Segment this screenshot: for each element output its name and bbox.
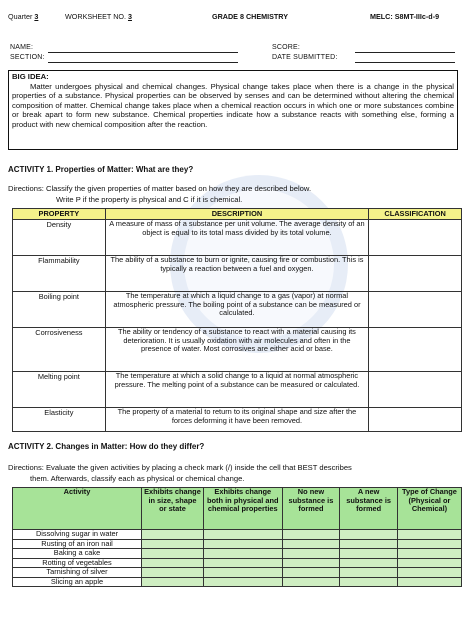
check-cell[interactable] bbox=[203, 549, 282, 559]
description-cell: The temperature at which a solid change to a liquid at normal atmospheric pressure. The melting point of a substance can be measured or calculated. bbox=[105, 372, 368, 408]
table-row bbox=[13, 577, 462, 587]
classification-cell[interactable] bbox=[369, 372, 462, 408]
changes-table bbox=[12, 487, 462, 587]
quarter-value: 3 bbox=[34, 12, 39, 21]
col-header-physical-chemical: Exhibits change both in physical and chemical properties bbox=[203, 488, 282, 530]
activity-cell: Dissolving sugar in water bbox=[13, 530, 142, 540]
classification-cell[interactable] bbox=[369, 256, 462, 292]
table-row bbox=[13, 328, 462, 372]
check-cell[interactable] bbox=[142, 577, 204, 587]
col-header-type-of-change: Type of Change (Physical or Chemical) bbox=[397, 488, 461, 530]
score-label: SCORE: bbox=[272, 44, 301, 51]
property-cell: Boiling point bbox=[13, 292, 106, 328]
check-cell[interactable] bbox=[203, 558, 282, 568]
check-cell[interactable] bbox=[282, 558, 340, 568]
description-cell: The temperature at which a liquid change to a gas (vapor) at normal atmospheric pressure. The boiling point of a substance can be measured or calculated. bbox=[105, 292, 368, 328]
type-cell[interactable] bbox=[397, 568, 461, 578]
table-row bbox=[13, 568, 462, 578]
activity-cell: Tarnishing of silver bbox=[13, 568, 142, 578]
check-cell[interactable] bbox=[340, 530, 398, 540]
activity-cell: Rotting of vegetables bbox=[13, 558, 142, 568]
name-line[interactable] bbox=[48, 52, 238, 53]
quarter-field bbox=[8, 12, 38, 21]
activity2-title: ACTIVITY 2. Changes in Matter: How do they differ? bbox=[8, 442, 205, 451]
section-line[interactable] bbox=[48, 62, 238, 63]
check-cell[interactable] bbox=[340, 577, 398, 587]
type-cell[interactable] bbox=[397, 577, 461, 587]
description-cell: The ability of a substance to burn or ignite, causing fire or combustion. This is typically a reaction between a fuel and oxygen. bbox=[105, 256, 368, 292]
property-cell: Corrosiveness bbox=[13, 328, 106, 372]
table-row bbox=[13, 292, 462, 328]
property-cell: Flammability bbox=[13, 256, 106, 292]
col-header-classification: CLASSIFICATION bbox=[369, 209, 462, 220]
table-row bbox=[13, 256, 462, 292]
type-cell[interactable] bbox=[397, 549, 461, 559]
big-idea-title: BIG IDEA: bbox=[12, 72, 49, 81]
table-row bbox=[13, 530, 462, 540]
score-line[interactable] bbox=[355, 52, 455, 53]
col-header-new-substance: A new substance is formed bbox=[340, 488, 398, 530]
worksheet-label: WORKSHEET NO. bbox=[65, 12, 126, 21]
big-idea-box bbox=[8, 70, 458, 150]
col-header-size-shape-state: Exhibits change in size, shape or state bbox=[142, 488, 204, 530]
check-cell[interactable] bbox=[282, 530, 340, 540]
table-row bbox=[13, 220, 462, 256]
activity2-directions: Directions: Evaluate the given activities by placing a check mark (/) inside the cell that BEST describes bbox=[8, 463, 352, 472]
table-header-row bbox=[13, 488, 462, 530]
classification-cell[interactable] bbox=[369, 328, 462, 372]
col-header-description: DESCRIPTION bbox=[105, 209, 368, 220]
check-cell[interactable] bbox=[282, 568, 340, 578]
activity2-directions-2: them. Afterwards, classify each as physical or chemical change. bbox=[30, 474, 245, 483]
type-cell[interactable] bbox=[397, 539, 461, 549]
properties-table bbox=[12, 208, 462, 432]
activity1-directions: Directions: Classify the given properties of matter based on how they are described below. bbox=[8, 184, 312, 193]
description-cell: A measure of mass of a substance per unit volume. The average density of an object is equal to its total mass divided by its total volume. bbox=[105, 220, 368, 256]
table-row bbox=[13, 549, 462, 559]
property-cell: Melting point bbox=[13, 372, 106, 408]
property-cell: Elasticity bbox=[13, 408, 106, 432]
check-cell[interactable] bbox=[203, 568, 282, 578]
name-label: NAME: bbox=[10, 44, 34, 51]
date-line[interactable] bbox=[355, 62, 455, 63]
col-header-no-new-substance: No new substance is formed bbox=[282, 488, 340, 530]
worksheet-value: 3 bbox=[127, 12, 132, 21]
activity-cell: Baking a cake bbox=[13, 549, 142, 559]
table-header-row bbox=[13, 209, 462, 220]
activity1-directions-2: Write P if the property is physical and C if it is chemical. bbox=[56, 195, 243, 204]
check-cell[interactable] bbox=[282, 539, 340, 549]
check-cell[interactable] bbox=[142, 539, 204, 549]
activity1-title: ACTIVITY 1. Properties of Matter: What are they? bbox=[8, 165, 194, 174]
check-cell[interactable] bbox=[340, 539, 398, 549]
type-cell[interactable] bbox=[397, 558, 461, 568]
check-cell[interactable] bbox=[142, 549, 204, 559]
melc-code: MELC: S8MT-IIIc-d-9 bbox=[370, 12, 440, 21]
grade-title: GRADE 8 CHEMISTRY bbox=[212, 12, 289, 21]
check-cell[interactable] bbox=[340, 549, 398, 559]
check-cell[interactable] bbox=[282, 577, 340, 587]
check-cell[interactable] bbox=[142, 568, 204, 578]
worksheet-number-field bbox=[65, 12, 132, 21]
check-cell[interactable] bbox=[203, 539, 282, 549]
col-header-property: PROPERTY bbox=[13, 209, 106, 220]
activity-cell: Rusting of an iron nail bbox=[13, 539, 142, 549]
classification-cell[interactable] bbox=[369, 220, 462, 256]
table-row bbox=[13, 372, 462, 408]
big-idea-text: Matter undergoes physical and chemical changes. Physical change takes place when there is a change in the physical properties of a substance. Physical properties can be observed by senses and can be determined without altering the chemical composition of matter. Chemical change takes place when a chemical reaction occurs in which one or more substances combine or break apart to form new substance. Chemical properties indicate how a substance reacts with something else, forming a product with new chemical composition after the reaction. bbox=[12, 81, 454, 129]
quarter-label: Quarter bbox=[8, 12, 33, 21]
date-label: DATE SUBMITTED: bbox=[272, 54, 338, 61]
check-cell[interactable] bbox=[203, 530, 282, 540]
section-label: SECTION: bbox=[10, 54, 45, 61]
check-cell[interactable] bbox=[340, 568, 398, 578]
check-cell[interactable] bbox=[142, 558, 204, 568]
property-cell: Density bbox=[13, 220, 106, 256]
check-cell[interactable] bbox=[203, 577, 282, 587]
check-cell[interactable] bbox=[282, 549, 340, 559]
type-cell[interactable] bbox=[397, 530, 461, 540]
classification-cell[interactable] bbox=[369, 292, 462, 328]
table-row bbox=[13, 408, 462, 432]
description-cell: The property of a material to return to its original shape and size after the forces deforming it have been removed. bbox=[105, 408, 368, 432]
activity-cell: Slicing an apple bbox=[13, 577, 142, 587]
check-cell[interactable] bbox=[340, 558, 398, 568]
classification-cell[interactable] bbox=[369, 408, 462, 432]
col-header-activity: Activity bbox=[13, 488, 142, 530]
description-cell: The ability or tendency of a substance to react with a material causing its deterioration. It is usually oxidation with air molecules and often in the presence of water. Most corrosives are either acid or base. bbox=[105, 328, 368, 372]
check-cell[interactable] bbox=[142, 530, 204, 540]
